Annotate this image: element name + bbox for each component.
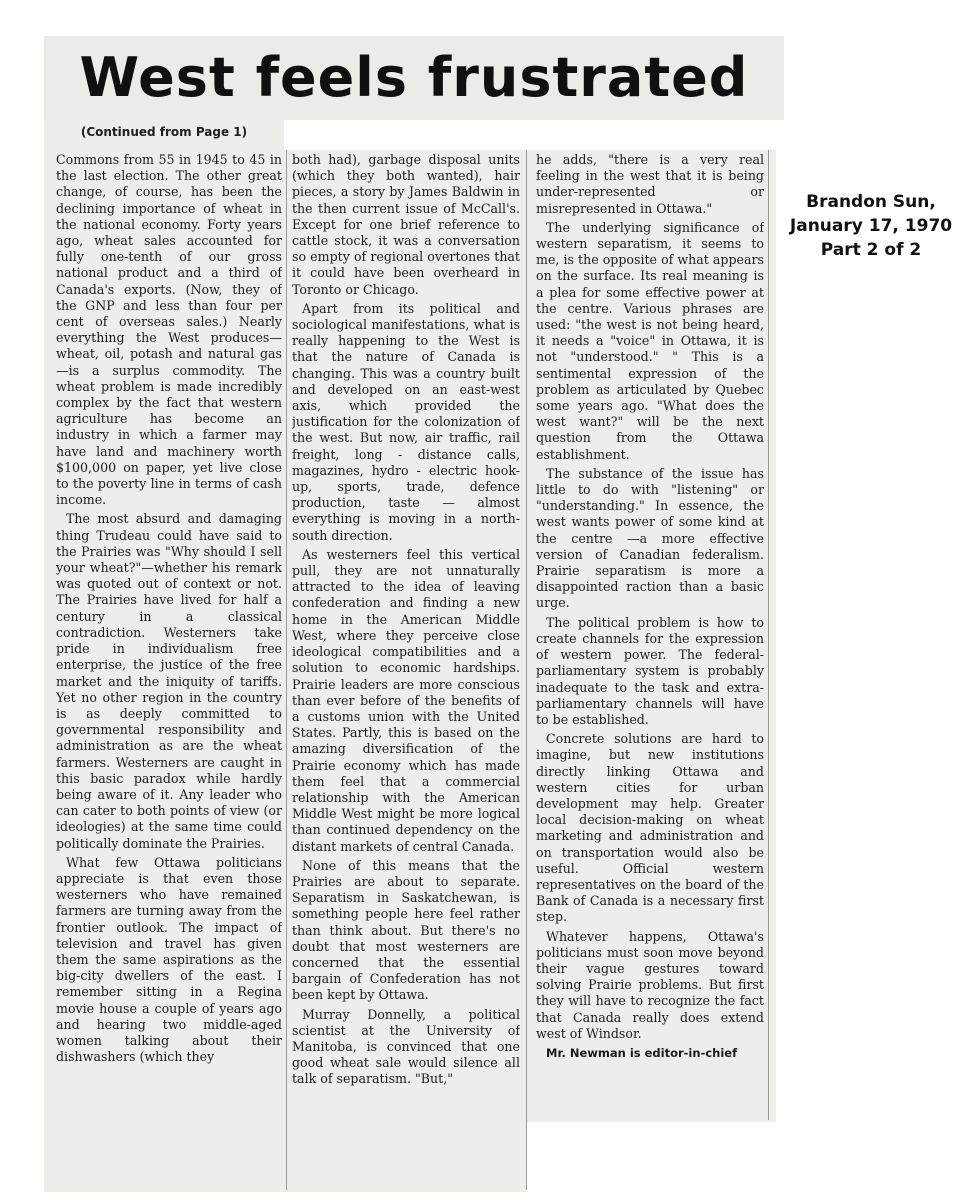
paragraph: As westerners feel this vertical pull, they are not unnaturally attracted to the idea of leaving confederation and finding a new home in the American Middle West, where they perceive close ideological compatibilities and a solution to economic hardships. Prairie leaders are more conscious than ever before of the benefits of a customs union with the United States. Partly, this is based on the amazing diversification of the Prairie economy which has made them feel that a commercial relationship with the American Middle West might be more logical than continued dependency on the distant markets of central Canada. xyxy=(292,546,520,854)
paragraph: The underlying significance of western separatism, it seems to me, is the opposite of what appears on the surface. Its real meaning is a plea for some effective power at the centre. Various phrases are used: "the west is not being heard, it needs a "voice" in Ottawa, it is not "understood." " This is a sentimental expression of the problem as articulated by Quebec some years ago. "What does the west want?" will be the next question from the Ottawa establishment. xyxy=(536,219,764,462)
paragraph: Whatever happens, Ottawa's politicians must soon move beyond their vague gestures toward solving Prairie problems. But first they will have to recognize the fact that Canada really does extend west of Windsor. xyxy=(536,928,764,1041)
paragraph: The substance of the issue has little to do with "listening" or "understanding." In essence, the west wants power of some kind at the centre —a more effective version of Canadian federalism. Prairie separatism is more a disappointed raction than a basic urge. xyxy=(536,465,764,611)
caption-line: Brandon Sun, xyxy=(806,192,936,212)
paragraph: Commons from 55 in 1945 to 45 in the last election. The other great change, of course, has been the declining importance of wheat in the national economy. Forty years ago, wheat sales accounted for fully one-tenth of our gross national product and a third of Canada's exports. (Now, they of the GNP and less than four per cent of overseas sales.) Nearly everything the West produces—wheat, oil, potash and natural gas—is a surplus commodity. The wheat problem is made incredibly complex by the fact that western agriculture has become an industry in which a farmer may have land and machinery worth $100,000 on paper, yet live close to the poverty line in terms of cash income. xyxy=(56,152,282,508)
continued-label: (Continued from Page 1) xyxy=(80,125,248,139)
paragraph: Concrete solutions are hard to imagine, but new institutions directly linking Ottawa and western cities for urban development may help. Greater local decision-making on wheat marketing and administration and on transportation would also be useful. Official western representatives on the board of the Bank of Canada is a necessary first step. xyxy=(536,731,764,925)
paragraph: both had), garbage disposal units (which they both wanted), hair pieces, a story by James Baldwin in the then current issue of McCall's. Except for one brief reference to cattle stock, it was a conversation so empty of regional overtones that it could have been overheard in Toronto or Chicago. xyxy=(292,152,520,297)
paragraph: Apart from its political and sociological manifestations, what is really happening to the West is that the nature of Canada is changing. This was a country built and developed on an east-west axis, which provided the justification for the colonization of the west. But now, air traffic, rail freight, long - distance calls, magazines, hydro - electric hook-up, sports, trade, defence production, taste — almost everything is moving in a north-south direction. xyxy=(292,300,520,543)
article-column-2 xyxy=(292,152,520,1192)
article-column-3 xyxy=(536,152,764,1122)
paragraph: What few Ottawa politicians appreciate is that even those westerners who have remained farmers are turning away from the frontier outlook. The impact of television and travel has given them the same aspirations as the big-city dwellers of the east. I remember sitting in a Regina movie house a couple of years ago and hearing two middle-aged women talking about their dishwashers (which they xyxy=(56,854,282,1065)
paragraph: The political problem is how to create channels for the expression of western power. The federal-parliamentary system is probably inadequate to the task and extra-parliamentary channels will have to be established. xyxy=(536,614,764,727)
paragraph: Murray Donnelly, a political scientist at the University of Manitoba, is convinced that one good wheat sale would silence all talk of separatism. "But," xyxy=(292,1006,520,1087)
column-rule xyxy=(286,150,287,1190)
caption-line: January 17, 1970 xyxy=(789,216,953,236)
paragraph: None of this means that the Prairies are about to separate. Separatism in Saskatchewan, is something people here feel rather than think about. But there's no doubt that most westerners are concerned that the essential bargain of Confederation has not been kept by Ottawa. xyxy=(292,857,520,1003)
caption-line: Part 2 of 2 xyxy=(820,240,922,260)
byline: Mr. Newman is editor-in-chief xyxy=(546,1045,738,1060)
paragraph: The most absurd and damaging thing Trudeau could have said to the Prairies was "Why should I sell your wheat?"—whether his remark was quoted out of context or not. The Prairies have lived for half a century in a classical contradiction. Westerners take pride in individualism free enterprise, the justice of the free market and the iniquity of tariffs. Yet no other region in the country is as deeply committed to governmental responsibility and administration as are the wheat farmers. Westerners are caught in this basic paradox while hardly being aware of it. Any leader who can cater to both points of view (or ideologies) at the same time could politically dominate the Prairies. xyxy=(56,511,282,851)
column-rule xyxy=(526,150,527,1190)
source-caption xyxy=(786,190,956,262)
paragraph: he adds, "there is a very real feeling in the west that it is being under-represented or misrepresented in Ottawa." xyxy=(536,152,764,216)
headline: West feels frustrated xyxy=(79,46,749,109)
article-column-1 xyxy=(56,152,282,1192)
column-rule xyxy=(768,150,769,1120)
